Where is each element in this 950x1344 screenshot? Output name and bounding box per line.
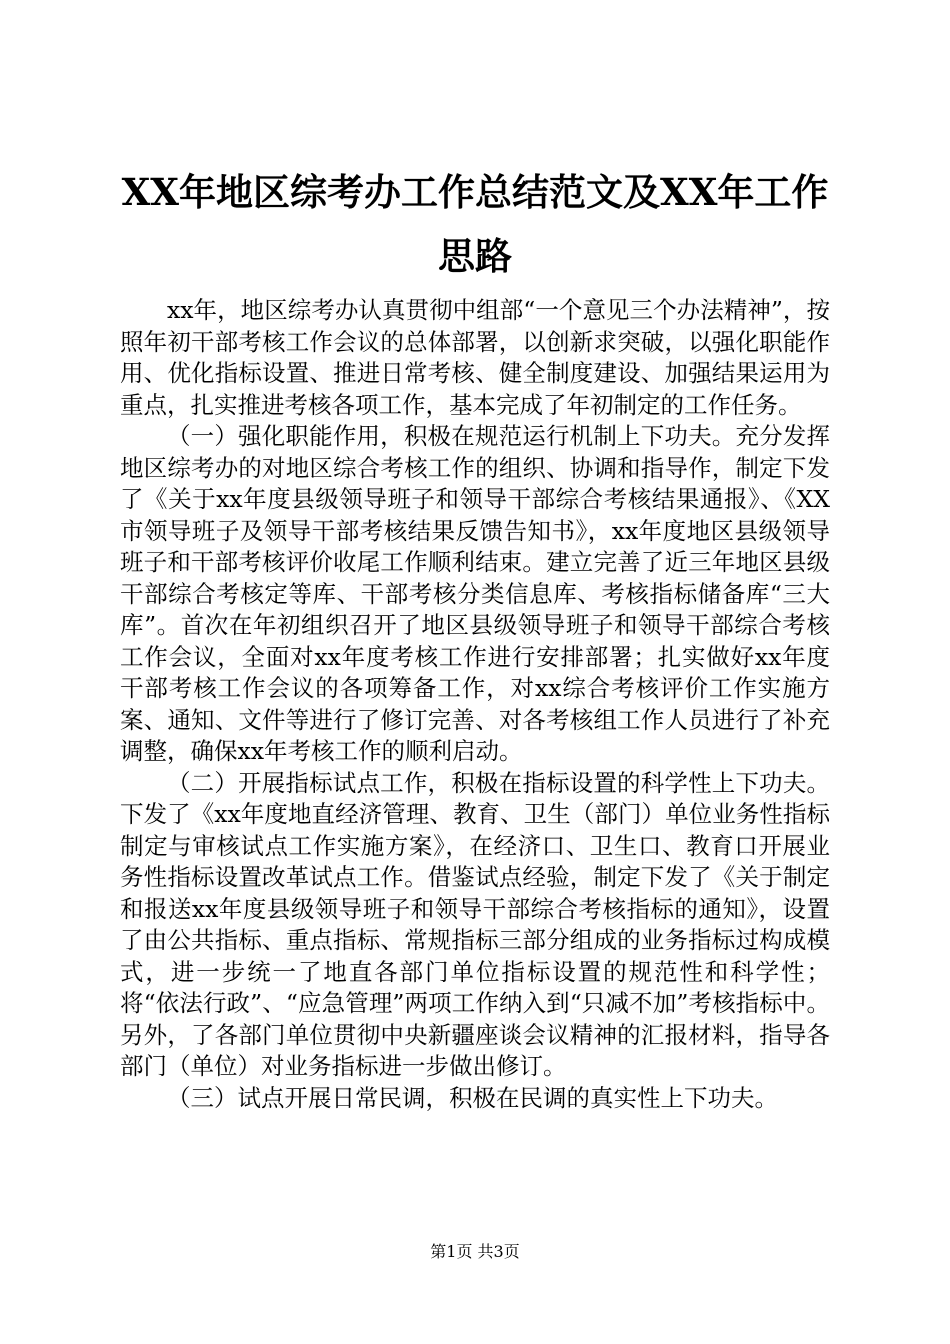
document-body bbox=[120, 295, 830, 1114]
body-paragraph: （三）试点开展日常民调，积极在民调的真实性上下功夫。 bbox=[167, 1083, 778, 1112]
body-paragraph: （一）强化职能作用，积极在规范运行机制上下功夫。充分发挥地区综考办的对地区综合考核工作的组织、协调和指导作，制定下发了《关于xx年度县级领导班子和领导干部综合考核结果通报》、《XX市领导班子及领导干部考核结果反馈告知书》，xx年度地区县级领导班子和干部考核评价收尾工作顺利结束。建立完善了近三年地区县级干部综合考核定等库、干部考核分类信息库、考核指标储备库“三大库”。首次在年初组织召开了地区县级领导班子和领导干部综合考核工作会议，全面对xx年度考核工作进行安排部署；扎实做好xx年度干部考核工作会议的各项筹备工作，对xx综合考核评价工作实施方案、通知、文件等进行了修订完善、对各考核组工作人员进行了补充调整，确保xx年考核工作的顺利启动。 bbox=[120, 422, 830, 765]
page-number-footer: 第1页 共3页 bbox=[430, 1242, 520, 1261]
body-paragraph: xx年，地区综考办认真贯彻中组部“一个意见三个办法精神”，按照年初干部考核工作会议的总体部署，以创新求突破，以强化职能作用、优化指标设置、推进日常考核、健全制度建设、加强结果运用为重点，扎实推进考核各项工作，基本完成了年初制定的工作任务。 bbox=[120, 296, 830, 419]
document-title: XX年地区综考办工作总结范文及XX年工作思路 bbox=[121, 170, 829, 278]
body-paragraph: （二）开展指标试点工作，积极在指标设置的科学性上下功夫。下发了《xx年度地直经济管理、教育、卫生（部门）单位业务性指标制定与审核试点工作实施方案》，在经济口、卫生口、教育口开展业务性指标设置改革试点工作。借鉴试点经验，制定下发了《关于制定和报送xx年度县级领导班子和领导干部综合考核指标的通知》，设置了由公共指标、重点指标、常规指标三部分组成的业务指标过构成模式，进一步统一了地直各部门单位指标设置的规范性和科学性；将“依法行政”、“应急管理”两项工作纳入到“只减不加”考核指标中。另外，了各部门单位贯彻中央新疆座谈会议精神的汇报材料，指导各部门（单位）对业务指标进一步做出修订。 bbox=[120, 768, 830, 1080]
